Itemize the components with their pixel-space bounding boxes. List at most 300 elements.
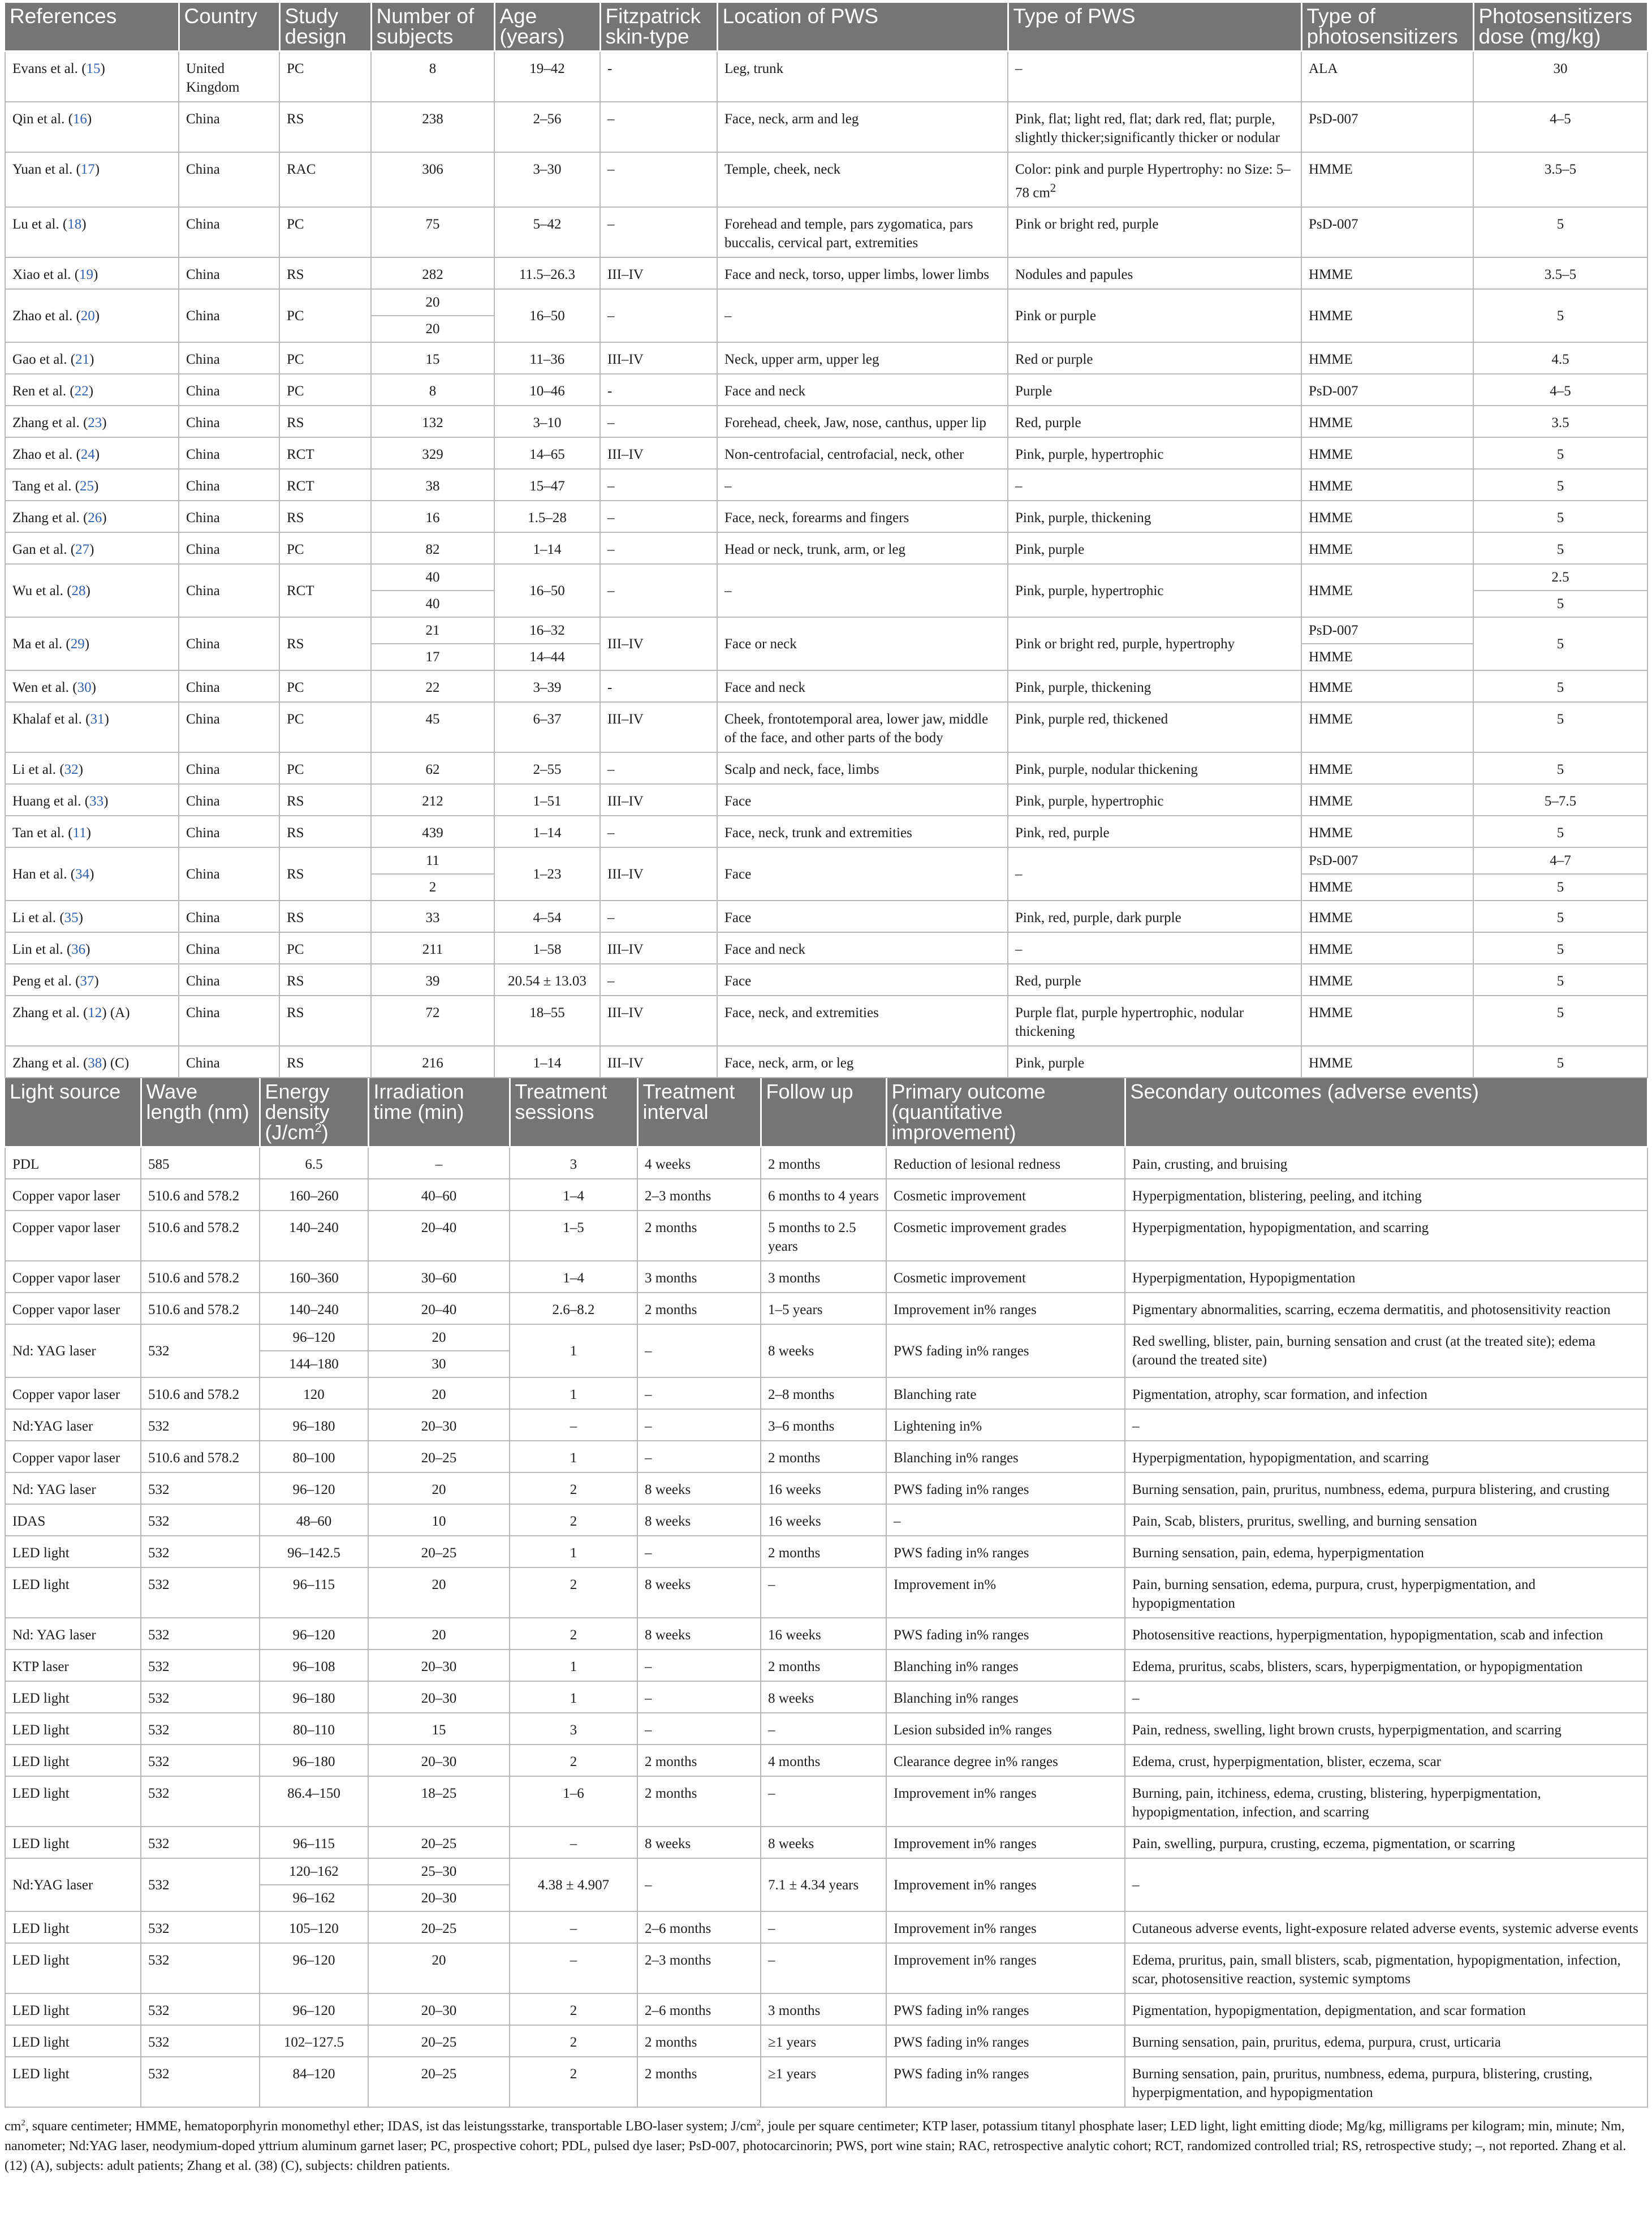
document bbox=[5, 3, 1647, 2176]
photosensitizer-cell: HMME bbox=[1301, 532, 1473, 564]
energy-density-cell: 96–180 bbox=[260, 1409, 368, 1441]
wavelength-cell: 532 bbox=[141, 1618, 260, 1649]
dose-cell: 30 bbox=[1473, 51, 1647, 102]
dose-cell: 5 bbox=[1473, 901, 1647, 932]
pws-type-text: Pink or purple bbox=[1015, 308, 1097, 324]
age-cell: 6–37 bbox=[494, 702, 600, 752]
table-row bbox=[5, 996, 1647, 1046]
age-cell: 1–14 bbox=[494, 532, 600, 564]
reference-cell: Zhao et al. (24) bbox=[5, 437, 179, 469]
age-cell: 14–44 bbox=[494, 644, 600, 670]
wavelength-cell: 510.6 and 578.2 bbox=[141, 1179, 260, 1211]
subjects-cell: 20 bbox=[371, 316, 494, 342]
country-cell: China bbox=[179, 670, 279, 702]
header-skin-type: Fitzpatrick skin-type bbox=[600, 3, 717, 51]
age-cell: 1–23 bbox=[494, 847, 600, 901]
table1-body bbox=[5, 51, 1647, 1078]
design-cell: PC bbox=[279, 670, 371, 702]
follow-up-cell: 6 months to 4 years bbox=[761, 1179, 886, 1211]
table-row bbox=[5, 564, 1647, 591]
primary-outcome-cell: Improvement in% ranges bbox=[886, 1858, 1125, 1911]
photosensitizer-cell: HMME bbox=[1301, 501, 1473, 532]
pws-type-text: Nodules and papules bbox=[1015, 267, 1133, 283]
design-cell: PC bbox=[279, 752, 371, 784]
reference-author: Xiao et al. bbox=[12, 267, 71, 283]
irradiation-time-cell: 40–60 bbox=[368, 1179, 510, 1211]
study-characteristics-table bbox=[5, 3, 1649, 1078]
irradiation-time-cell: 20 bbox=[368, 1472, 510, 1504]
reference-author: Ren et al. bbox=[12, 384, 67, 399]
pws-type-text: Pink, purple bbox=[1015, 1056, 1085, 1071]
table-row bbox=[5, 532, 1647, 564]
reference-author: Wen et al. bbox=[12, 680, 70, 696]
irradiation-time-cell: 10 bbox=[368, 1504, 510, 1536]
table-row bbox=[5, 1827, 1647, 1858]
light-source-cell: LED light bbox=[5, 1681, 141, 1713]
citation-link[interactable]: 15 bbox=[86, 61, 101, 76]
design-cell: PC bbox=[279, 532, 371, 564]
pws-type-cell bbox=[1008, 532, 1301, 564]
pws-type-text: Pink, purple, hypertrophic bbox=[1015, 794, 1164, 809]
primary-outcome-cell: PWS fading in% ranges bbox=[886, 1618, 1125, 1649]
primary-outcome-cell: Clearance degree in% ranges bbox=[886, 1745, 1125, 1776]
citation-link[interactable]: 26 bbox=[88, 510, 102, 526]
photosensitizer-cell: HMME bbox=[1301, 644, 1473, 670]
table-row bbox=[5, 1681, 1647, 1713]
pws-type-cell bbox=[1008, 289, 1301, 342]
age-cell: 16–50 bbox=[494, 289, 600, 342]
citation-link[interactable]: 29 bbox=[70, 636, 85, 652]
skin-type-cell: – bbox=[600, 964, 717, 996]
irradiation-time-cell: 20–30 bbox=[368, 1409, 510, 1441]
country-cell: China bbox=[179, 342, 279, 374]
subjects-cell: 2 bbox=[371, 874, 494, 901]
table-row bbox=[5, 501, 1647, 532]
header-number-of-subjects: Number of subjects bbox=[371, 3, 494, 51]
citation-link[interactable]: 25 bbox=[80, 479, 94, 494]
table-row bbox=[5, 102, 1647, 152]
pws-type-cell bbox=[1008, 617, 1301, 670]
reference-author: Tan et al. bbox=[12, 825, 64, 841]
pws-type-cell bbox=[1008, 102, 1301, 152]
wavelength-cell: 510.6 and 578.2 bbox=[141, 1261, 260, 1293]
pws-type-cell bbox=[1008, 702, 1301, 752]
interval-cell: 8 weeks bbox=[637, 1472, 761, 1504]
irradiation-time-cell: 20–25 bbox=[368, 2057, 510, 2107]
age-cell: 18–55 bbox=[494, 996, 600, 1046]
sessions-cell: 1 bbox=[510, 1377, 637, 1409]
light-source-cell: LED light bbox=[5, 1713, 141, 1745]
photosensitizer-cell: HMME bbox=[1301, 670, 1473, 702]
energy-density-cell: 84–120 bbox=[260, 2057, 368, 2107]
country-cell: China bbox=[179, 406, 279, 437]
reference-author: Zhang et al. bbox=[12, 1056, 80, 1071]
pws-type-text: Red or purple bbox=[1015, 352, 1093, 368]
table-row bbox=[5, 469, 1647, 501]
table-row bbox=[5, 207, 1647, 257]
subjects-cell: 211 bbox=[371, 932, 494, 964]
pws-type-cell bbox=[1008, 932, 1301, 964]
location-cell: Forehead and temple, pars zygomatica, pars buccalis, cervical part, extremities bbox=[717, 207, 1008, 257]
irradiation-time-cell: 20–25 bbox=[368, 1827, 510, 1858]
irradiation-time-cell: 20–30 bbox=[368, 1681, 510, 1713]
header-follow-up: Follow up bbox=[761, 1078, 886, 1147]
photosensitizer-cell: PsD-007 bbox=[1301, 617, 1473, 644]
secondary-outcome-cell: Burning, pain, itchiness, edema, crusting, blistering, hyperpigmentation, hypopigmentation, infection, and scarring bbox=[1125, 1776, 1647, 1827]
reference-cell: Khalaf et al. (31) bbox=[5, 702, 179, 752]
table-row bbox=[5, 289, 1647, 316]
dose-cell: 5 bbox=[1473, 617, 1647, 670]
location-cell: – bbox=[717, 469, 1008, 501]
header-wave-length: Wave length (nm) bbox=[141, 1078, 260, 1147]
age-cell: 3–39 bbox=[494, 670, 600, 702]
energy-density-cell: 96–120 bbox=[260, 1324, 368, 1351]
interval-cell: – bbox=[637, 1858, 761, 1911]
skin-type-cell: – bbox=[600, 752, 717, 784]
subjects-cell: 329 bbox=[371, 437, 494, 469]
reference-author: Tang et al. bbox=[12, 479, 72, 494]
secondary-outcome-cell: Burning sensation, pain, edema, hyperpigmentation bbox=[1125, 1536, 1647, 1567]
dose-cell: 5 bbox=[1473, 816, 1647, 847]
skin-type-cell: III–IV bbox=[600, 702, 717, 752]
age-cell: 14–65 bbox=[494, 437, 600, 469]
citation-link[interactable]: 27 bbox=[75, 542, 90, 558]
country-cell: China bbox=[179, 207, 279, 257]
primary-outcome-cell: Blanching in% ranges bbox=[886, 1441, 1125, 1472]
photosensitizer-cell: ALA bbox=[1301, 51, 1473, 102]
citation-link[interactable]: 30 bbox=[77, 680, 92, 696]
secondary-outcome-cell: Edema, pruritus, pain, small blisters, scab, pigmentation, hypopigmentation, infection, scar, photosensitive reaction, systemic symptoms bbox=[1125, 1943, 1647, 1993]
location-cell: Face bbox=[717, 901, 1008, 932]
age-cell: 1–14 bbox=[494, 816, 600, 847]
table-row bbox=[5, 901, 1647, 932]
subjects-cell: 282 bbox=[371, 257, 494, 289]
secondary-outcome-cell: Pain, burning sensation, edema, purpura, crust, hyperpigmentation, and hypopigmentation bbox=[1125, 1567, 1647, 1618]
sessions-cell: 1 bbox=[510, 1681, 637, 1713]
sessions-cell: 1–4 bbox=[510, 1261, 637, 1293]
photosensitizer-cell: HMME bbox=[1301, 964, 1473, 996]
subjects-cell: 72 bbox=[371, 996, 494, 1046]
irradiation-time-cell: 20 bbox=[368, 1377, 510, 1409]
citation-link[interactable]: 36 bbox=[71, 942, 86, 958]
sessions-cell: – bbox=[510, 1943, 637, 1993]
citation-link[interactable]: 32 bbox=[64, 762, 79, 778]
reference-cell: Zhang et al. (12) (A) bbox=[5, 996, 179, 1046]
sessions-cell: 1–6 bbox=[510, 1776, 637, 1827]
interval-cell: 8 weeks bbox=[637, 1567, 761, 1618]
follow-up-cell: 2 months bbox=[761, 1536, 886, 1567]
table-row bbox=[5, 2025, 1647, 2057]
sessions-cell: 3 bbox=[510, 1713, 637, 1745]
citation-link[interactable]: 37 bbox=[80, 974, 94, 989]
subjects-cell: 20 bbox=[371, 289, 494, 316]
reference-cell: Zhao et al. (20) bbox=[5, 289, 179, 342]
primary-outcome-cell: PWS fading in% ranges bbox=[886, 1536, 1125, 1567]
subjects-cell: 8 bbox=[371, 374, 494, 406]
country-cell: United Kingdom bbox=[179, 51, 279, 102]
design-cell: PC bbox=[279, 207, 371, 257]
energy-density-cell: 120 bbox=[260, 1377, 368, 1409]
reference-cell: Li et al. (35) bbox=[5, 901, 179, 932]
table-row bbox=[5, 752, 1647, 784]
sessions-cell: 1 bbox=[510, 1649, 637, 1681]
design-cell: PC bbox=[279, 702, 371, 752]
location-cell: Head or neck, trunk, arm, or leg bbox=[717, 532, 1008, 564]
wavelength-cell: 510.6 and 578.2 bbox=[141, 1293, 260, 1324]
follow-up-cell: 8 weeks bbox=[761, 1827, 886, 1858]
irradiation-time-cell: 20–30 bbox=[368, 1649, 510, 1681]
pws-type-text: Pink, purple, hypertrophic bbox=[1015, 583, 1164, 598]
citation-link[interactable]: 16 bbox=[72, 111, 87, 127]
design-cell: PC bbox=[279, 932, 371, 964]
secondary-outcome-cell: Edema, pruritus, scabs, blisters, scars, hyperpigmentation, or hypopigmentation bbox=[1125, 1649, 1647, 1681]
primary-outcome-cell: PWS fading in% ranges bbox=[886, 2025, 1125, 2057]
citation-link[interactable]: 28 bbox=[71, 583, 86, 598]
table-row bbox=[5, 1649, 1647, 1681]
sessions-cell: 2 bbox=[510, 1472, 637, 1504]
table-row bbox=[5, 51, 1647, 102]
pws-type-cell bbox=[1008, 996, 1301, 1046]
header-country: Country bbox=[179, 3, 279, 51]
dose-cell: 5 bbox=[1473, 932, 1647, 964]
design-cell: RS bbox=[279, 102, 371, 152]
interval-cell: – bbox=[637, 1324, 761, 1377]
primary-outcome-cell: PWS fading in% ranges bbox=[886, 1472, 1125, 1504]
follow-up-cell: ≥1 years bbox=[761, 2025, 886, 2057]
citation-link[interactable]: 24 bbox=[80, 447, 95, 463]
header-dose: Photosensitizers dose (mg/kg) bbox=[1473, 3, 1647, 51]
dose-cell: 5–7.5 bbox=[1473, 784, 1647, 816]
age-cell: 1.5–28 bbox=[494, 501, 600, 532]
wavelength-cell: 532 bbox=[141, 1776, 260, 1827]
skin-type-cell: - bbox=[600, 51, 717, 102]
pws-type-sup: 2 bbox=[1050, 181, 1056, 195]
table-row bbox=[5, 816, 1647, 847]
secondary-outcome-cell: Pain, Scab, blisters, pruritus, swelling, and burning sensation bbox=[1125, 1504, 1647, 1536]
dose-cell: 4–5 bbox=[1473, 102, 1647, 152]
skin-type-cell: – bbox=[600, 207, 717, 257]
interval-cell: – bbox=[637, 1649, 761, 1681]
energy-density-cell: 160–260 bbox=[260, 1179, 368, 1211]
energy-density-cell: 120–162 bbox=[260, 1858, 368, 1885]
secondary-outcome-cell: – bbox=[1125, 1681, 1647, 1713]
secondary-outcome-cell: Hyperpigmentation, blistering, peeling, and itching bbox=[1125, 1179, 1647, 1211]
photosensitizer-cell: PsD-007 bbox=[1301, 102, 1473, 152]
country-cell: China bbox=[179, 564, 279, 617]
table-row bbox=[5, 1504, 1647, 1536]
reference-cell: Ren et al. (22) bbox=[5, 374, 179, 406]
energy-density-cell: 80–110 bbox=[260, 1713, 368, 1745]
citation-link[interactable]: 38 bbox=[88, 1056, 102, 1071]
follow-up-cell: 3 months bbox=[761, 1993, 886, 2025]
dose-cell: 5 bbox=[1473, 996, 1647, 1046]
pws-type-text: – bbox=[1015, 61, 1023, 76]
dose-cell: 5 bbox=[1473, 532, 1647, 564]
wavelength-cell: 532 bbox=[141, 1409, 260, 1441]
subjects-cell: 16 bbox=[371, 501, 494, 532]
table-row bbox=[5, 406, 1647, 437]
country-cell: China bbox=[179, 469, 279, 501]
secondary-outcome-cell: Burning sensation, pain, pruritus, numbness, edema, purpura blistering, and crusting bbox=[1125, 1472, 1647, 1504]
table-row bbox=[5, 1472, 1647, 1504]
photosensitizer-cell: HMME bbox=[1301, 874, 1473, 901]
dose-cell: 3.5–5 bbox=[1473, 152, 1647, 207]
table-row bbox=[5, 670, 1647, 702]
subjects-cell: 33 bbox=[371, 901, 494, 932]
light-source-cell: KTP laser bbox=[5, 1649, 141, 1681]
energy-density-cell: 96–120 bbox=[260, 1472, 368, 1504]
sessions-cell: 1 bbox=[510, 1324, 637, 1377]
sessions-cell: 2 bbox=[510, 1567, 637, 1618]
energy-density-cell: 96–142.5 bbox=[260, 1536, 368, 1567]
energy-density-cell: 80–100 bbox=[260, 1441, 368, 1472]
table-row bbox=[5, 1441, 1647, 1472]
design-cell: RCT bbox=[279, 564, 371, 617]
primary-outcome-cell: Improvement in% ranges bbox=[886, 1293, 1125, 1324]
secondary-outcome-cell: Pain, swelling, purpura, crusting, eczema, pigmentation, or scarring bbox=[1125, 1827, 1647, 1858]
country-cell: China bbox=[179, 257, 279, 289]
light-source-cell: Copper vapor laser bbox=[5, 1441, 141, 1472]
citation-link[interactable]: 11 bbox=[72, 825, 87, 841]
irradiation-time-cell: 20 bbox=[368, 1943, 510, 1993]
photosensitizer-cell: HMME bbox=[1301, 257, 1473, 289]
primary-outcome-cell: Improvement in% ranges bbox=[886, 1827, 1125, 1858]
pws-type-cell bbox=[1008, 152, 1301, 207]
header-type-of-pws: Type of PWS bbox=[1008, 3, 1301, 51]
header-secondary-outcomes: Secondary outcomes (adverse events) bbox=[1125, 1078, 1647, 1147]
age-cell: 11–36 bbox=[494, 342, 600, 374]
follow-up-cell: 3–6 months bbox=[761, 1409, 886, 1441]
primary-outcome-cell: PWS fading in% ranges bbox=[886, 2057, 1125, 2107]
light-source-cell: Copper vapor laser bbox=[5, 1377, 141, 1409]
age-cell: 1–58 bbox=[494, 932, 600, 964]
wavelength-cell: 532 bbox=[141, 2025, 260, 2057]
energy-density-cell: 160–360 bbox=[260, 1261, 368, 1293]
interval-cell: 8 weeks bbox=[637, 1618, 761, 1649]
skin-type-cell: – bbox=[600, 152, 717, 207]
subjects-cell: 45 bbox=[371, 702, 494, 752]
country-cell: China bbox=[179, 901, 279, 932]
table-row bbox=[5, 152, 1647, 207]
citation-link[interactable]: 31 bbox=[90, 712, 105, 727]
age-cell: 10–46 bbox=[494, 374, 600, 406]
follow-up-cell: 5 months to 2.5 years bbox=[761, 1211, 886, 1261]
dose-cell: 4.5 bbox=[1473, 342, 1647, 374]
subjects-cell: 15 bbox=[371, 342, 494, 374]
reference-author: Lin et al. bbox=[12, 942, 63, 958]
citation-link[interactable]: 18 bbox=[67, 217, 82, 232]
citation-link[interactable]: 34 bbox=[75, 866, 90, 882]
energy-density-cell: 96–120 bbox=[260, 1993, 368, 2025]
primary-outcome-cell: Blanching in% ranges bbox=[886, 1681, 1125, 1713]
photosensitizer-cell: HMME bbox=[1301, 437, 1473, 469]
dose-cell: 5 bbox=[1473, 1046, 1647, 1078]
primary-outcome-cell: Lesion subsided in% ranges bbox=[886, 1713, 1125, 1745]
follow-up-cell: – bbox=[761, 1713, 886, 1745]
reference-author: Gao et al. bbox=[12, 352, 67, 368]
interval-cell: – bbox=[637, 1409, 761, 1441]
primary-outcome-cell: – bbox=[886, 1504, 1125, 1536]
dose-cell: 5 bbox=[1473, 469, 1647, 501]
citation-link[interactable]: 17 bbox=[80, 162, 95, 177]
skin-type-cell: III–IV bbox=[600, 617, 717, 670]
reference-author: Ma et al. bbox=[12, 636, 63, 652]
location-cell: Face, neck, trunk and extremities bbox=[717, 816, 1008, 847]
location-cell: Face and neck bbox=[717, 374, 1008, 406]
citation-link[interactable]: 20 bbox=[80, 308, 95, 324]
reference-author: Huang et al. bbox=[12, 794, 81, 809]
table-row bbox=[5, 1147, 1647, 1179]
interval-cell: 2 months bbox=[637, 2057, 761, 2107]
citation-link[interactable]: 23 bbox=[88, 415, 102, 431]
wavelength-cell: 510.6 and 578.2 bbox=[141, 1211, 260, 1261]
secondary-outcome-cell: Pigmentation, hypopigmentation, depigmentation, and scar formation bbox=[1125, 1993, 1647, 2025]
irradiation-time-cell: 20–25 bbox=[368, 1441, 510, 1472]
pws-type-text: Color: pink and purple Hypertrophy: no Size: 5–78 cm bbox=[1015, 162, 1291, 201]
location-cell: Face, neck, arm, or leg bbox=[717, 1046, 1008, 1078]
reference-cell: Gan et al. (27) bbox=[5, 532, 179, 564]
header-references: References bbox=[5, 3, 179, 51]
reference-cell: Evans et al. (15) bbox=[5, 51, 179, 102]
secondary-outcome-cell: Pigmentary abnormalities, scarring, eczema dermatitis, and photosensitivity reaction bbox=[1125, 1293, 1647, 1324]
subjects-cell: 40 bbox=[371, 564, 494, 591]
skin-type-cell: – bbox=[600, 289, 717, 342]
irradiation-time-cell: 20–25 bbox=[368, 1536, 510, 1567]
photosensitizer-cell: HMME bbox=[1301, 469, 1473, 501]
secondary-outcome-cell: Red swelling, blister, pain, burning sensation and crust (at the treated site); edema (around the treated site) bbox=[1125, 1324, 1647, 1377]
pws-type-text: Pink, red, purple bbox=[1015, 825, 1110, 841]
citation-link[interactable]: 21 bbox=[75, 352, 90, 368]
citation-link[interactable]: 19 bbox=[79, 267, 94, 283]
secondary-outcome-cell: Pain, crusting, and bruising bbox=[1125, 1147, 1647, 1179]
design-cell: RS bbox=[279, 257, 371, 289]
age-cell: 4–54 bbox=[494, 901, 600, 932]
country-cell: China bbox=[179, 996, 279, 1046]
interval-cell: 2 months bbox=[637, 1293, 761, 1324]
citation-link[interactable]: 35 bbox=[64, 910, 79, 926]
table-row bbox=[5, 1858, 1647, 1885]
subjects-cell: 40 bbox=[371, 591, 494, 617]
pws-type-text: Pink or bright red, purple, hypertrophy bbox=[1015, 636, 1235, 652]
pws-type-cell bbox=[1008, 1046, 1301, 1078]
design-cell: PC bbox=[279, 289, 371, 342]
wavelength-cell: 532 bbox=[141, 1827, 260, 1858]
primary-outcome-cell: Improvement in% ranges bbox=[886, 1776, 1125, 1827]
reference-suffix: (A) bbox=[106, 1005, 130, 1021]
energy-density-cell: 144–180 bbox=[260, 1351, 368, 1377]
reference-cell: Xiao et al. (19) bbox=[5, 257, 179, 289]
header-study-design: Study design bbox=[279, 3, 371, 51]
reference-author: Gan et al. bbox=[12, 542, 67, 558]
reference-author: Yuan et al. bbox=[12, 162, 73, 177]
country-cell: China bbox=[179, 102, 279, 152]
light-source-cell: Nd:YAG laser bbox=[5, 1409, 141, 1441]
design-cell: RS bbox=[279, 816, 371, 847]
reference-cell: Lu et al. (18) bbox=[5, 207, 179, 257]
pws-type-cell bbox=[1008, 207, 1301, 257]
reference-cell: Han et al. (34) bbox=[5, 847, 179, 901]
irradiation-time-cell: 20–25 bbox=[368, 1911, 510, 1943]
citation-link[interactable]: 12 bbox=[88, 1005, 102, 1021]
citation-link[interactable]: 22 bbox=[74, 384, 89, 399]
sessions-cell: 2 bbox=[510, 2057, 637, 2107]
country-cell: China bbox=[179, 437, 279, 469]
sessions-cell: – bbox=[510, 1409, 637, 1441]
energy-density-cell: 102–127.5 bbox=[260, 2025, 368, 2057]
citation-link[interactable]: 33 bbox=[89, 794, 104, 809]
country-cell: China bbox=[179, 784, 279, 816]
light-source-cell: Copper vapor laser bbox=[5, 1293, 141, 1324]
